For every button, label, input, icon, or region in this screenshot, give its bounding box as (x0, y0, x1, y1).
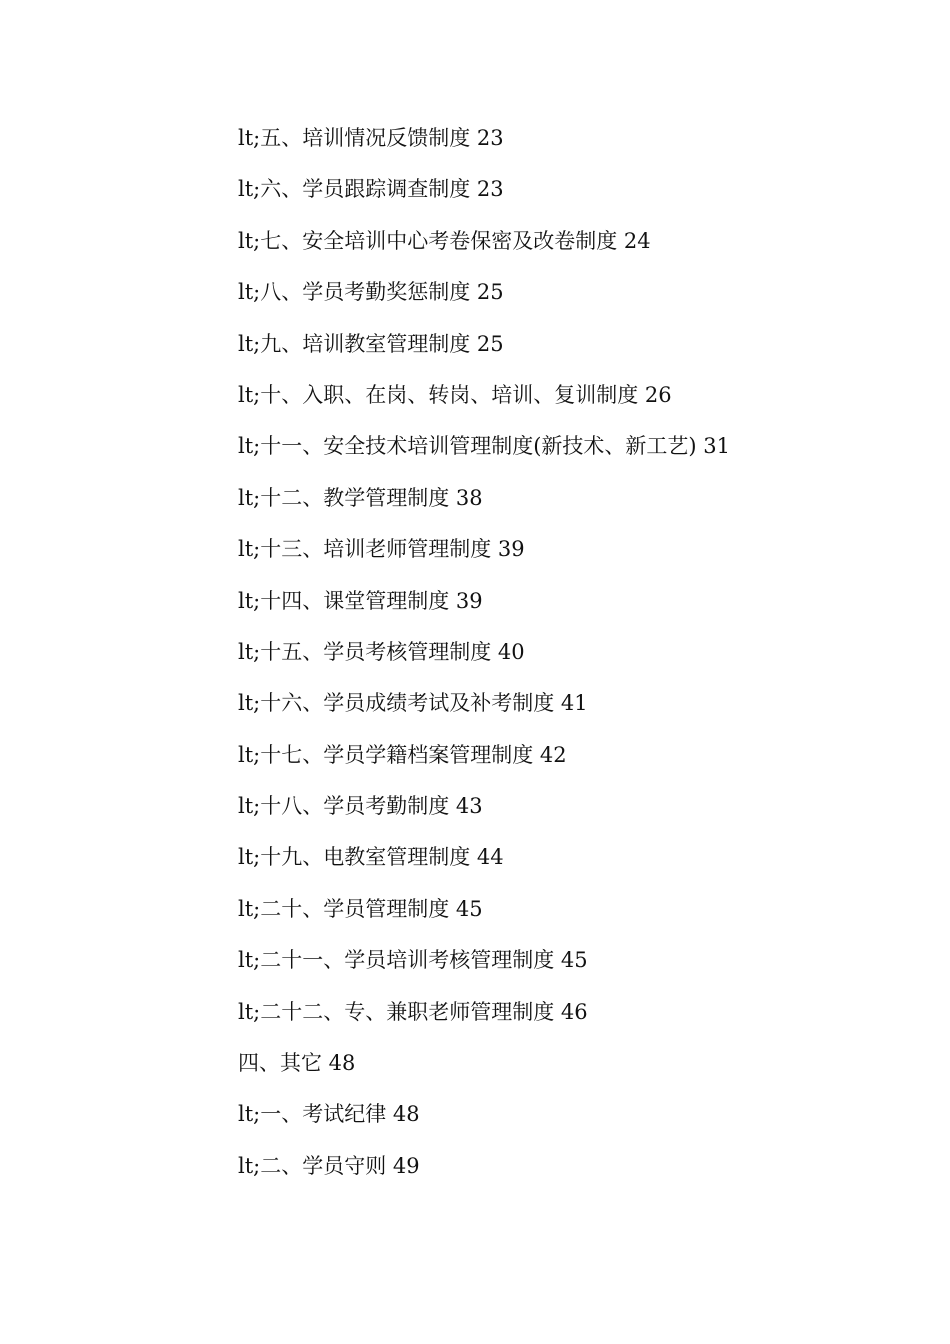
toc-entry: lt;十四、课堂管理制度 39 (238, 588, 483, 613)
toc-entry: lt;十、入职、在岗、转岗、培训、复训制度 26 (238, 382, 672, 407)
toc-entry: lt;五、培训情况反馈制度 23 (238, 126, 504, 150)
toc-entry: lt;二、学员守则 49 (238, 1153, 420, 1178)
toc-entry: lt;十九、电教室管理制度 44 (238, 845, 504, 870)
toc-entry: lt;二十二、专、兼职老师管理制度 46 (238, 999, 588, 1024)
toc-entry: lt;七、安全培训中心考卷保密及改卷制度 24 (238, 228, 651, 253)
toc-entry: lt;九、培训教室管理制度 25 (238, 331, 504, 356)
toc-entry: lt;十五、学员考核管理制度 40 (238, 639, 525, 664)
toc-entry: lt;十一、安全技术培训管理制度(新技术、新工艺) 31 (238, 434, 731, 459)
table-of-contents (238, 118, 730, 1197)
toc-entry: lt;十二、教学管理制度 38 (238, 485, 483, 510)
toc-entry: lt;十七、学员学籍档案管理制度 42 (238, 742, 567, 767)
toc-entry: lt;二十、学员管理制度 45 (238, 896, 483, 921)
toc-entry: lt;十三、培训老师管理制度 39 (238, 537, 525, 562)
toc-entry: lt;十六、学员成绩考试及补考制度 41 (238, 691, 588, 716)
toc-entry: lt;六、学员跟踪调查制度 23 (238, 177, 504, 202)
toc-entry: lt;十八、学员考勤制度 43 (238, 794, 483, 819)
toc-entry: lt;二十一、学员培训考核管理制度 45 (238, 948, 588, 973)
toc-section-heading: 四、其它 48 (238, 1051, 356, 1076)
toc-entry: lt;八、学员考勤奖惩制度 25 (238, 280, 504, 305)
toc-entry: lt;一、考试纪律 48 (238, 1102, 420, 1127)
